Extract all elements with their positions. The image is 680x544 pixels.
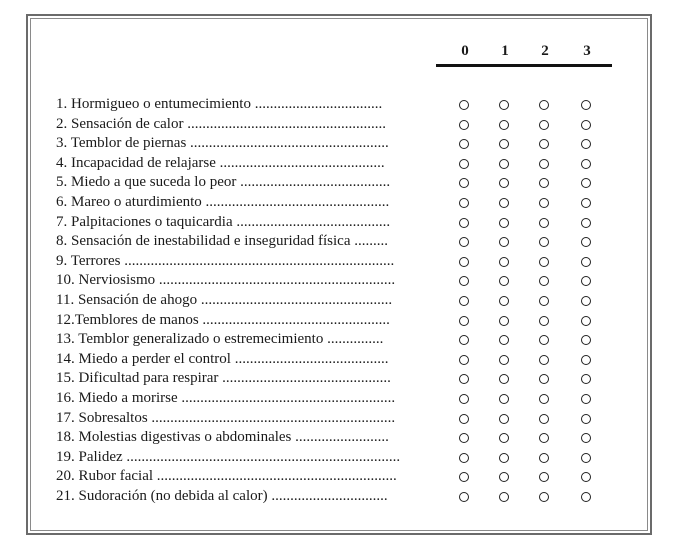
radio-option-2[interactable]: [539, 198, 549, 208]
symptom-row: [56, 173, 616, 192]
radio-option-0[interactable]: [459, 472, 469, 482]
scale-header-rule: [436, 64, 612, 67]
radio-option-3[interactable]: [581, 100, 591, 110]
radio-option-0[interactable]: [459, 237, 469, 247]
symptom-row: [56, 154, 616, 173]
symptom-row: [56, 409, 616, 428]
symptom-label: 6. Mareo o aturdimiento .................................................: [56, 194, 390, 210]
symptom-label: 20. Rubor facial ................................................................: [56, 468, 397, 485]
radio-option-3[interactable]: [581, 218, 591, 228]
symptom-row: [56, 487, 616, 506]
radio-option-3[interactable]: [581, 355, 591, 365]
symptom-label: 14. Miedo a perder el control .........................................: [56, 350, 389, 367]
radio-option-3[interactable]: [581, 120, 591, 130]
radio-option-1[interactable]: [499, 414, 509, 424]
radio-option-0[interactable]: [459, 120, 469, 130]
radio-option-2[interactable]: [539, 100, 549, 110]
radio-option-2[interactable]: [539, 453, 549, 463]
symptom-label: 11. Sensación de ahogo ...................................................: [56, 292, 393, 308]
scale-header-1: 1: [501, 43, 509, 59]
radio-option-2[interactable]: [539, 276, 549, 286]
radio-option-2[interactable]: [539, 159, 549, 169]
symptom-label: 2. Sensación de calor .....................................................: [56, 115, 386, 132]
symptom-row: [56, 115, 616, 134]
radio-option-3[interactable]: [581, 472, 591, 482]
radio-option-2[interactable]: [539, 394, 549, 404]
symptom-row: [56, 95, 616, 114]
symptom-label: 10. Nerviosismo ...............................................................: [56, 272, 396, 289]
radio-option-1[interactable]: [499, 276, 509, 286]
radio-option-3[interactable]: [581, 257, 591, 267]
radio-option-2[interactable]: [539, 316, 549, 326]
radio-option-3[interactable]: [581, 178, 591, 188]
symptom-row: [56, 350, 616, 369]
symptom-label: 7. Palpitaciones o taquicardia .........................................: [56, 213, 391, 230]
radio-option-2[interactable]: [539, 257, 549, 267]
radio-option-2[interactable]: [539, 472, 549, 482]
symptom-row: [56, 448, 616, 467]
radio-option-3[interactable]: [581, 198, 591, 208]
radio-option-1[interactable]: [499, 433, 509, 443]
radio-option-1[interactable]: [499, 218, 509, 228]
radio-option-3[interactable]: [581, 453, 591, 463]
radio-option-0[interactable]: [459, 296, 469, 306]
radio-option-3[interactable]: [581, 139, 591, 149]
radio-option-1[interactable]: [499, 355, 509, 365]
radio-option-2[interactable]: [539, 433, 549, 443]
radio-option-0[interactable]: [459, 394, 469, 404]
symptom-label: 15. Dificultad para respirar .............................................: [56, 370, 391, 387]
symptom-label: 4. Incapacidad de relajarse ............................................: [56, 154, 385, 171]
radio-option-0[interactable]: [459, 453, 469, 463]
radio-option-2[interactable]: [539, 414, 549, 424]
symptom-label: 18. Molestias digestivas o abdominales .........................: [56, 429, 389, 446]
symptom-label: 1. Hormigueo o entumecimiento ..................................: [56, 96, 383, 112]
radio-option-0[interactable]: [459, 276, 469, 286]
symptom-row: [56, 252, 616, 271]
radio-option-2[interactable]: [539, 218, 549, 228]
symptom-label: 12.Temblores de manos ..................................................: [56, 311, 390, 328]
radio-option-1[interactable]: [499, 296, 509, 306]
radio-option-1[interactable]: [499, 100, 509, 110]
symptom-label: 21. Sudoración (no debida al calor) ...............................: [56, 488, 388, 504]
radio-option-1[interactable]: [499, 316, 509, 326]
symptom-label: 9. Terrores ........................................................................: [56, 252, 395, 269]
symptom-row: [56, 271, 616, 290]
symptom-row: [56, 134, 616, 153]
symptom-row: [56, 311, 616, 330]
radio-option-0[interactable]: [459, 355, 469, 365]
radio-option-0[interactable]: [459, 414, 469, 424]
radio-option-1[interactable]: [499, 237, 509, 247]
radio-option-2[interactable]: [539, 296, 549, 306]
radio-option-3[interactable]: [581, 394, 591, 404]
radio-option-3[interactable]: [581, 159, 591, 169]
symptom-label: 13. Temblor generalizado o estremecimiento ...............: [56, 331, 384, 348]
radio-option-2[interactable]: [539, 139, 549, 149]
radio-option-1[interactable]: [499, 335, 509, 345]
radio-option-3[interactable]: [581, 296, 591, 306]
radio-option-2[interactable]: [539, 178, 549, 188]
radio-option-0[interactable]: [459, 159, 469, 169]
radio-option-1[interactable]: [499, 139, 509, 149]
radio-option-1[interactable]: [499, 492, 509, 502]
radio-option-3[interactable]: [581, 276, 591, 286]
radio-option-0[interactable]: [459, 198, 469, 208]
symptom-row: [56, 467, 616, 486]
radio-option-2[interactable]: [539, 120, 549, 130]
symptom-label: 16. Miedo a morirse .........................................................: [56, 390, 396, 406]
radio-option-0[interactable]: [459, 374, 469, 384]
radio-option-2[interactable]: [539, 355, 549, 365]
radio-option-0[interactable]: [459, 335, 469, 345]
radio-option-2[interactable]: [539, 335, 549, 345]
radio-option-1[interactable]: [499, 453, 509, 463]
radio-option-0[interactable]: [459, 218, 469, 228]
radio-option-3[interactable]: [581, 335, 591, 345]
symptom-label: 19. Palidez .........................................................................: [56, 448, 401, 465]
radio-option-2[interactable]: [539, 237, 549, 247]
radio-option-2[interactable]: [539, 374, 549, 384]
symptom-row: [56, 389, 616, 408]
radio-option-3[interactable]: [581, 374, 591, 384]
symptom-row: [56, 330, 616, 349]
radio-option-3[interactable]: [581, 414, 591, 424]
symptom-label: 8. Sensación de inestabilidad e inseguridad física .........: [56, 233, 388, 250]
symptom-row: [56, 232, 616, 251]
scale-header-0: 0: [461, 43, 469, 59]
radio-option-1[interactable]: [499, 394, 509, 404]
radio-option-0[interactable]: [459, 433, 469, 443]
radio-option-0[interactable]: [459, 257, 469, 267]
radio-option-1[interactable]: [499, 198, 509, 208]
symptom-label: 3. Temblor de piernas .....................................................: [56, 135, 389, 152]
radio-option-0[interactable]: [459, 492, 469, 502]
symptom-label: 5. Miedo a que suceda lo peor ........................................: [56, 174, 391, 191]
radio-option-3[interactable]: [581, 492, 591, 502]
radio-option-0[interactable]: [459, 316, 469, 326]
radio-option-3[interactable]: [581, 433, 591, 443]
symptom-row: [56, 213, 616, 232]
radio-option-3[interactable]: [581, 316, 591, 326]
radio-option-2[interactable]: [539, 492, 549, 502]
radio-option-1[interactable]: [499, 257, 509, 267]
radio-option-1[interactable]: [499, 472, 509, 482]
symptom-row: [56, 193, 616, 212]
symptom-label: 17. Sobresaltos .................................................................: [56, 409, 396, 426]
symptom-row: [56, 369, 616, 388]
scale-header-3: 3: [583, 43, 591, 59]
radio-option-1[interactable]: [499, 178, 509, 188]
radio-option-0[interactable]: [459, 139, 469, 149]
radio-option-1[interactable]: [499, 159, 509, 169]
radio-option-3[interactable]: [581, 237, 591, 247]
radio-option-1[interactable]: [499, 120, 509, 130]
radio-option-0[interactable]: [459, 178, 469, 188]
radio-option-1[interactable]: [499, 374, 509, 384]
scale-header-2: 2: [541, 43, 549, 59]
radio-option-0[interactable]: [459, 100, 469, 110]
symptom-row: [56, 291, 616, 310]
symptom-row: [56, 428, 616, 447]
